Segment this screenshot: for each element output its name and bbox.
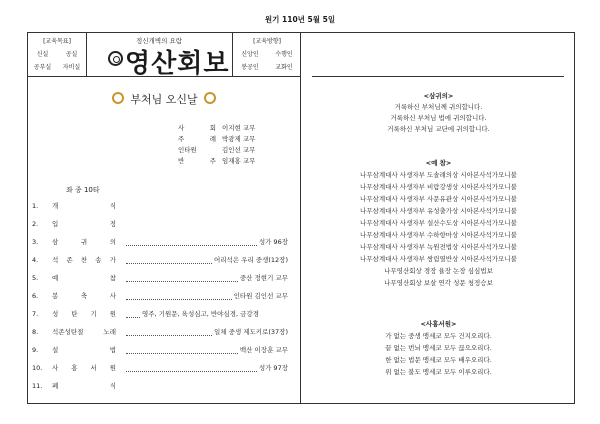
header-rule bbox=[312, 76, 564, 77]
goal-item: 자비실 bbox=[62, 64, 81, 71]
worship-section bbox=[301, 157, 576, 289]
direction-item: 봉공인 bbox=[241, 64, 259, 71]
dot-leader bbox=[126, 263, 212, 264]
dot-leader bbox=[126, 317, 140, 318]
section-title: <예 참> bbox=[425, 159, 452, 167]
officiant-list bbox=[178, 123, 255, 167]
dot-leader bbox=[126, 371, 257, 372]
officiant-row bbox=[178, 134, 255, 145]
program-detail: 인타원 김인선 교무 bbox=[233, 292, 288, 300]
program-number: 4. bbox=[32, 256, 39, 264]
dot-leader bbox=[126, 281, 238, 282]
service-title bbox=[28, 91, 300, 107]
officiant-role: 주 례 bbox=[178, 135, 216, 143]
dot-leader bbox=[126, 353, 238, 354]
worship-line: 나무삼계대사 사생자부 설산수도상 시아본사석가모니불 bbox=[360, 219, 517, 227]
program-item bbox=[32, 273, 288, 291]
officiant-name: 김인선 교무 bbox=[222, 146, 256, 154]
vow-line: 위 없는 불도 맹세코 모두 이루오리다. bbox=[385, 368, 492, 376]
program-item bbox=[32, 345, 288, 363]
program-item bbox=[32, 291, 288, 309]
program-name: 폐 식 bbox=[52, 382, 116, 390]
worship-line: 나무영산회상 보살 연각 성문 청정승보 bbox=[384, 279, 493, 287]
program-number: 11. bbox=[32, 382, 43, 390]
program-item bbox=[32, 255, 288, 273]
won-circle-logo-icon bbox=[108, 51, 123, 66]
program-name: 석 존 찬 송 가 bbox=[52, 256, 116, 264]
program-detail: 백산 이장훈 교무 bbox=[239, 346, 288, 354]
program-detail: 성가 96장 bbox=[258, 238, 288, 246]
masthead-title: 영산회보 bbox=[125, 49, 230, 79]
dot-leader bbox=[126, 335, 212, 336]
officiant-row bbox=[178, 145, 255, 156]
three-refuges-section bbox=[301, 91, 576, 135]
program-number: 2. bbox=[32, 220, 39, 228]
dot-leader bbox=[126, 245, 257, 246]
circle-ornament-icon bbox=[112, 92, 124, 104]
program-name: 성 탄 기 원 bbox=[52, 310, 116, 318]
program-item bbox=[32, 309, 288, 327]
tagline: 정신개벽의 요람 bbox=[135, 37, 183, 45]
refuge-line: 거룩하신 부처님 법에 귀의합니다. bbox=[390, 114, 487, 122]
program-item bbox=[32, 219, 288, 237]
program-item bbox=[32, 381, 288, 399]
issue-date: 원기 110년 5월 5일 bbox=[264, 15, 336, 24]
program-detail: 일체 중생 제도키로(37장) bbox=[214, 328, 288, 336]
service-title-text: 부처님 오신날 bbox=[130, 93, 198, 106]
program-number: 8. bbox=[32, 328, 39, 336]
section-title: <삼귀의> bbox=[423, 92, 454, 100]
program-detail: 어리석은 우리 중생(12장) bbox=[214, 256, 288, 264]
program-name: 설 법 bbox=[52, 346, 116, 354]
worship-line: 나무삼계대사 사생자부 사문유관상 시아본사석가모니불 bbox=[360, 195, 517, 203]
worship-line: 나무삼계대사 사생자부 수하항마상 시아본사석가모니불 bbox=[360, 231, 517, 239]
officiant-name: 이지현 교무 bbox=[222, 124, 256, 132]
program-item bbox=[32, 363, 288, 381]
worship-line: 나무삼계대사 사생자부 도솔래의상 시아본사석가모니불 bbox=[360, 171, 517, 179]
goal-item: 신실 bbox=[36, 51, 49, 58]
opening-bell: 좌 종 10타 bbox=[66, 186, 100, 194]
program-number: 7. bbox=[32, 310, 39, 318]
program-name: 입 정 bbox=[52, 220, 116, 228]
program-name: 사 홍 서 원 bbox=[52, 364, 116, 372]
program-detail: 영주, 기원문, 육성심고, 반야심경, 금강경 bbox=[142, 310, 259, 318]
refuge-line: 거룩하신 부처님 교단에 귀의합니다. bbox=[387, 125, 490, 133]
program-number: 9. bbox=[32, 346, 39, 354]
program-number: 3. bbox=[32, 238, 39, 246]
goal-item: 공실 bbox=[65, 51, 78, 58]
vow-line: 가 없는 중생 맹세코 모두 건지오리다. bbox=[385, 332, 492, 340]
program-name: 석존성탄절 노래 bbox=[52, 328, 116, 336]
goal-item: 공부실 bbox=[33, 64, 52, 71]
program-name: 봉 축 사 bbox=[52, 292, 116, 300]
refuge-line: 거룩하신 부처님께 귀의합니다. bbox=[394, 103, 483, 111]
worship-line: 나무삼계대사 사생자부 비람강생상 시아본사석가모니불 bbox=[360, 183, 517, 191]
circle-ornament-icon bbox=[204, 92, 216, 104]
worship-line: 나무삼계대사 사생자부 쌍림열반상 시아본사석가모니불 bbox=[360, 255, 517, 263]
four-great-vows-section bbox=[301, 318, 576, 378]
program-name: 개 식 bbox=[52, 202, 116, 210]
program-detail: 성가 97장 bbox=[258, 364, 288, 372]
program-name: 예 참 bbox=[52, 274, 116, 282]
dot-leader bbox=[126, 299, 232, 300]
order-of-service bbox=[32, 201, 288, 399]
program-number: 1. bbox=[32, 202, 39, 210]
worship-line: 나무삼계대사 사생자부 녹원전법상 시아본사석가모니불 bbox=[360, 243, 517, 251]
section-title: <사홍서원> bbox=[420, 320, 457, 328]
officiant-name: 임재홍 교무 bbox=[222, 157, 256, 165]
education-direction-title: [교육방향] bbox=[253, 38, 281, 45]
worship-line: 나무영산회상 경장 율장 논장 심심법보 bbox=[384, 267, 493, 275]
program-number: 5. bbox=[32, 274, 39, 282]
program-detail: 중산 정현기 교무 bbox=[239, 274, 288, 282]
direction-item: 수행인 bbox=[275, 51, 293, 58]
officiant-name: 박광제 교무 bbox=[222, 135, 256, 143]
program-number: 10. bbox=[32, 364, 43, 372]
program-item bbox=[32, 327, 288, 345]
officiant-role: 인타원 bbox=[178, 146, 197, 154]
officiant-role: 사 회 bbox=[178, 124, 216, 132]
direction-item: 교화인 bbox=[275, 64, 293, 71]
officiant-role: 반 주 bbox=[178, 157, 216, 165]
officiant-row bbox=[178, 156, 255, 167]
direction-item: 신앙인 bbox=[241, 51, 259, 58]
officiant-row bbox=[178, 123, 255, 134]
program-item bbox=[32, 237, 288, 255]
education-direction-box bbox=[232, 33, 301, 76]
worship-line: 나무삼계대사 사생자부 유성출가상 시아본사석가모니불 bbox=[360, 207, 517, 215]
program-item bbox=[32, 201, 288, 219]
program-number: 6. bbox=[32, 292, 39, 300]
bulletin-sheet bbox=[27, 32, 575, 404]
education-goal-title: [교육목표] bbox=[43, 38, 71, 45]
vow-line: 끝 없는 번뇌 맹세코 모두 끊으오리다. bbox=[385, 344, 492, 352]
education-goal-box bbox=[28, 33, 87, 76]
vow-line: 한 없는 법문 맹세코 모두 배우오리다. bbox=[385, 356, 492, 364]
masthead-header bbox=[28, 33, 300, 77]
program-name: 삼 귀 의 bbox=[52, 238, 116, 246]
